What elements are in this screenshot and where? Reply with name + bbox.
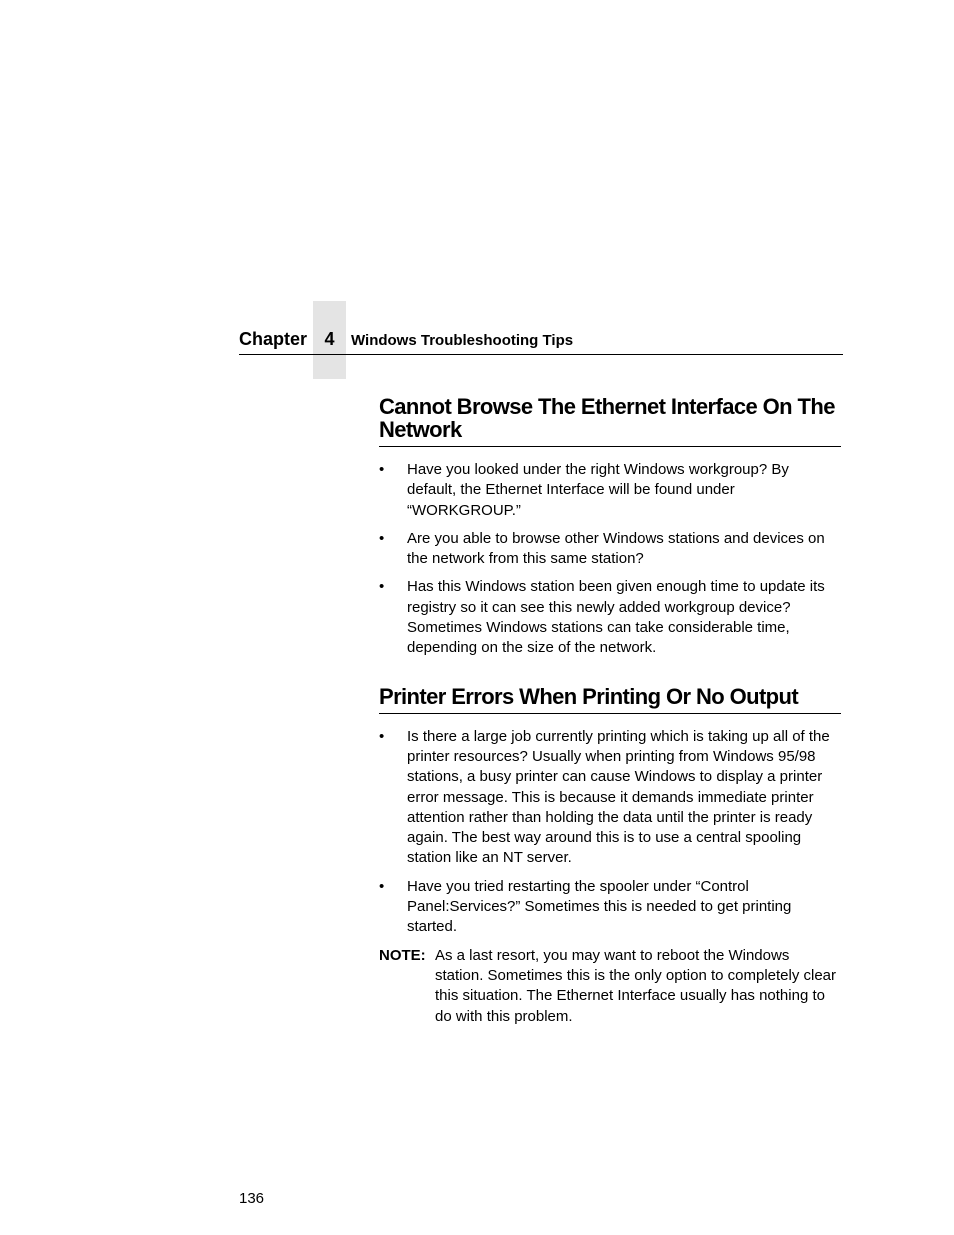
- list-item: [379, 877, 841, 938]
- list-item-text: Has this Windows station been given enough time to update its registry so it can see this newly added workgroup device? Sometimes Windows stations can take considerable time, depending on the size of the network.: [407, 578, 825, 657]
- chapter-label: Chapter: [239, 329, 308, 349]
- note-text: As a last resort, you may want to reboot the Windows station. Sometimes this is the only option to completely clear this situation. The Ethernet Interface usually has nothing to do with this problem.: [435, 946, 837, 1025]
- bullet-icon: •: [379, 877, 385, 895]
- list-item: [379, 460, 841, 521]
- bullet-list: [379, 460, 841, 659]
- header-rule: [239, 354, 843, 355]
- bullet-icon: •: [379, 727, 385, 745]
- list-item: [379, 577, 841, 658]
- list-item-text: Are you able to browse other Windows stations and devices on the network from this same station?: [407, 529, 825, 568]
- bullet-icon: •: [379, 578, 385, 596]
- page-content: [379, 395, 841, 1027]
- section-heading: [379, 395, 841, 447]
- section-heading: Printer Errors When Printing Or No Output: [379, 685, 841, 714]
- section-cannot-browse: [379, 395, 841, 659]
- section-heading-line-1: Cannot Browse The Ethernet Interface On The: [379, 394, 835, 419]
- list-item: [379, 727, 841, 869]
- list-item: [379, 529, 841, 570]
- chapter-title: Windows Troubleshooting Tips: [351, 332, 574, 349]
- list-item-text: Have you tried restarting the spooler under “Control Panel:Services?” Sometimes this is needed to get printing started.: [407, 877, 792, 936]
- bullet-icon: •: [379, 529, 385, 547]
- list-item-text: Is there a large job currently printing which is taking up all of the printer resources? Usually when printing from Windows 95/98 stations, a busy printer can cause Windows to display a printer error message. This is because it demands immediate printer attention rather than holding the data until the printer is ready again. The best way around this is to use a central spooling station like an NT server.: [407, 727, 830, 867]
- bullet-icon: •: [379, 461, 385, 478]
- page-number: 136: [239, 1190, 265, 1207]
- note-label: NOTE:: [379, 946, 426, 964]
- section-heading-line-2: Network: [379, 417, 462, 442]
- note: [379, 946, 841, 1027]
- bullet-list: [379, 727, 841, 938]
- list-item-text: Have you looked under the right Windows workgroup? By default, the Ethernet Interface will be found under “WORKGROUP.”: [407, 461, 789, 519]
- chapter-number: 4: [324, 329, 335, 349]
- section-printer-errors: [379, 685, 841, 1027]
